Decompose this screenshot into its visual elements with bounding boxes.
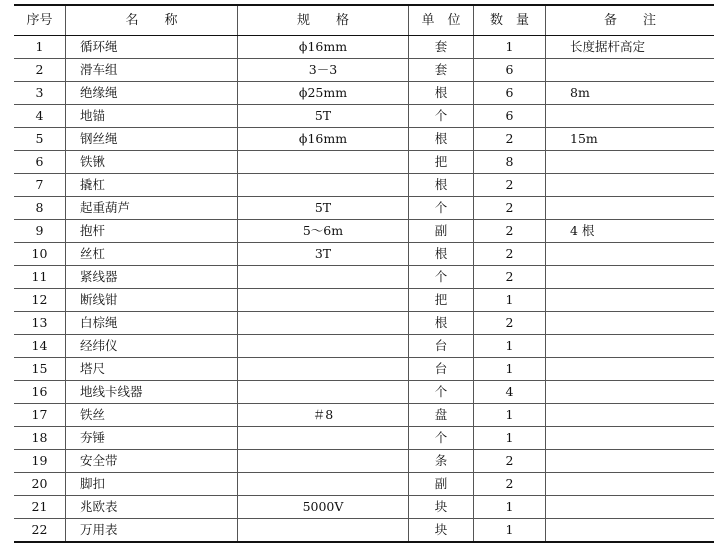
- cell-spec: [238, 174, 409, 197]
- cell-unit: 块: [409, 496, 474, 519]
- cell-spec: [238, 289, 409, 312]
- cell-name: 兆欧表: [66, 496, 238, 519]
- cell-qty: 2: [474, 128, 546, 151]
- cell-note: 15m: [546, 128, 715, 151]
- cell-no: 3: [14, 82, 66, 105]
- cell-no: 14: [14, 335, 66, 358]
- cell-no: 22: [14, 519, 66, 543]
- cell-note: [546, 243, 715, 266]
- cell-name: 紧线器: [66, 266, 238, 289]
- cell-spec: [238, 266, 409, 289]
- cell-qty: 1: [474, 36, 546, 59]
- cell-note: [546, 450, 715, 473]
- cell-note: [546, 335, 715, 358]
- header-no: 序号: [14, 5, 66, 36]
- table-row: [14, 381, 714, 404]
- cell-unit: 个: [409, 381, 474, 404]
- header-qty: 数 量: [474, 5, 546, 36]
- cell-qty: 2: [474, 174, 546, 197]
- cell-unit: 根: [409, 82, 474, 105]
- cell-qty: 2: [474, 450, 546, 473]
- cell-unit: 套: [409, 36, 474, 59]
- cell-unit: 根: [409, 312, 474, 335]
- cell-unit: 台: [409, 335, 474, 358]
- cell-name: 撬杠: [66, 174, 238, 197]
- cell-name: 铁丝: [66, 404, 238, 427]
- cell-note: [546, 174, 715, 197]
- cell-unit: 个: [409, 197, 474, 220]
- cell-no: 1: [14, 36, 66, 59]
- table-row: [14, 473, 714, 496]
- cell-name: 塔尺: [66, 358, 238, 381]
- cell-unit: 盘: [409, 404, 474, 427]
- cell-unit: 个: [409, 266, 474, 289]
- header-row: [14, 5, 714, 36]
- cell-qty: 6: [474, 105, 546, 128]
- header-spec: 规 格: [238, 5, 409, 36]
- cell-note: 8m: [546, 82, 715, 105]
- cell-note: [546, 151, 715, 174]
- cell-unit: 根: [409, 174, 474, 197]
- cell-qty: 1: [474, 404, 546, 427]
- cell-no: 11: [14, 266, 66, 289]
- cell-spec: 3T: [238, 243, 409, 266]
- cell-spec: [238, 473, 409, 496]
- cell-qty: 1: [474, 519, 546, 543]
- cell-note: [546, 496, 715, 519]
- cell-qty: 6: [474, 82, 546, 105]
- table-row: [14, 266, 714, 289]
- tools-table: [14, 4, 714, 543]
- cell-name: 经纬仪: [66, 335, 238, 358]
- cell-unit: 把: [409, 289, 474, 312]
- cell-spec: [238, 335, 409, 358]
- cell-note: [546, 519, 715, 543]
- table-row: [14, 151, 714, 174]
- header-unit: 单 位: [409, 5, 474, 36]
- cell-unit: 个: [409, 427, 474, 450]
- cell-qty: 1: [474, 335, 546, 358]
- cell-no: 6: [14, 151, 66, 174]
- cell-note: [546, 266, 715, 289]
- cell-no: 17: [14, 404, 66, 427]
- cell-spec: ϕ16mm: [238, 36, 409, 59]
- cell-spec: 5～6m: [238, 220, 409, 243]
- cell-no: 7: [14, 174, 66, 197]
- cell-note: 长度据杆高定: [546, 36, 715, 59]
- cell-qty: 2: [474, 243, 546, 266]
- table-row: [14, 289, 714, 312]
- cell-no: 16: [14, 381, 66, 404]
- table-row: [14, 220, 714, 243]
- cell-unit: 套: [409, 59, 474, 82]
- table-row: [14, 82, 714, 105]
- cell-note: [546, 358, 715, 381]
- cell-unit: 台: [409, 358, 474, 381]
- cell-spec: 5000V: [238, 496, 409, 519]
- cell-spec: [238, 450, 409, 473]
- cell-name: 铁锹: [66, 151, 238, 174]
- cell-note: [546, 289, 715, 312]
- table-row: [14, 335, 714, 358]
- cell-name: 安全带: [66, 450, 238, 473]
- cell-qty: 1: [474, 427, 546, 450]
- cell-no: 15: [14, 358, 66, 381]
- cell-note: [546, 197, 715, 220]
- cell-spec: ϕ16mm: [238, 128, 409, 151]
- table-body: [14, 36, 714, 543]
- cell-name: 白棕绳: [66, 312, 238, 335]
- cell-qty: 2: [474, 266, 546, 289]
- cell-note: [546, 59, 715, 82]
- cell-name: 夯锤: [66, 427, 238, 450]
- cell-spec: [238, 519, 409, 543]
- cell-qty: 2: [474, 312, 546, 335]
- cell-name: 起重葫芦: [66, 197, 238, 220]
- table-row: [14, 174, 714, 197]
- cell-spec: [238, 151, 409, 174]
- cell-no: 10: [14, 243, 66, 266]
- cell-name: 循环绳: [66, 36, 238, 59]
- cell-spec: [238, 358, 409, 381]
- table-row: [14, 519, 714, 543]
- cell-qty: 2: [474, 473, 546, 496]
- cell-spec: 3－3: [238, 59, 409, 82]
- cell-name: 滑车组: [66, 59, 238, 82]
- header-note: 备 注: [546, 5, 715, 36]
- cell-unit: 副: [409, 220, 474, 243]
- cell-qty: 2: [474, 197, 546, 220]
- cell-note: [546, 105, 715, 128]
- table-header: [14, 5, 714, 36]
- cell-qty: 2: [474, 220, 546, 243]
- cell-spec: [238, 312, 409, 335]
- cell-note: [546, 381, 715, 404]
- cell-no: 13: [14, 312, 66, 335]
- cell-no: 12: [14, 289, 66, 312]
- table-row: [14, 312, 714, 335]
- table-row: [14, 105, 714, 128]
- table-row: [14, 404, 714, 427]
- cell-qty: 1: [474, 289, 546, 312]
- cell-spec: 5T: [238, 197, 409, 220]
- cell-qty: 4: [474, 381, 546, 404]
- header-name: 名 称: [66, 5, 238, 36]
- cell-unit: 条: [409, 450, 474, 473]
- cell-no: 5: [14, 128, 66, 151]
- table-row: [14, 128, 714, 151]
- cell-unit: 根: [409, 243, 474, 266]
- cell-note: 4 根: [546, 220, 715, 243]
- cell-no: 18: [14, 427, 66, 450]
- cell-note: [546, 427, 715, 450]
- table-row: [14, 36, 714, 59]
- cell-no: 2: [14, 59, 66, 82]
- cell-qty: 1: [474, 496, 546, 519]
- cell-name: 绝缘绳: [66, 82, 238, 105]
- cell-no: 4: [14, 105, 66, 128]
- table-row: [14, 358, 714, 381]
- cell-spec: [238, 381, 409, 404]
- cell-name: 钢丝绳: [66, 128, 238, 151]
- cell-qty: 8: [474, 151, 546, 174]
- cell-name: 脚扣: [66, 473, 238, 496]
- cell-no: 19: [14, 450, 66, 473]
- cell-unit: 副: [409, 473, 474, 496]
- cell-name: 丝杠: [66, 243, 238, 266]
- cell-unit: 把: [409, 151, 474, 174]
- cell-unit: 块: [409, 519, 474, 543]
- cell-spec: ϕ25mm: [238, 82, 409, 105]
- table-row: [14, 197, 714, 220]
- cell-spec: [238, 427, 409, 450]
- cell-name: 抱杆: [66, 220, 238, 243]
- cell-note: [546, 473, 715, 496]
- table-row: [14, 59, 714, 82]
- cell-name: 万用表: [66, 519, 238, 543]
- table-row: [14, 450, 714, 473]
- table-row: [14, 496, 714, 519]
- cell-qty: 1: [474, 358, 546, 381]
- cell-unit: 个: [409, 105, 474, 128]
- cell-no: 20: [14, 473, 66, 496]
- table-row: [14, 243, 714, 266]
- cell-name: 地线卡线器: [66, 381, 238, 404]
- cell-no: 21: [14, 496, 66, 519]
- cell-spec: 5T: [238, 105, 409, 128]
- cell-unit: 根: [409, 128, 474, 151]
- cell-no: 9: [14, 220, 66, 243]
- cell-spec: ＃8: [238, 404, 409, 427]
- table-row: [14, 427, 714, 450]
- cell-no: 8: [14, 197, 66, 220]
- cell-note: [546, 312, 715, 335]
- cell-name: 地锚: [66, 105, 238, 128]
- cell-qty: 6: [474, 59, 546, 82]
- cell-name: 断线钳: [66, 289, 238, 312]
- cell-note: [546, 404, 715, 427]
